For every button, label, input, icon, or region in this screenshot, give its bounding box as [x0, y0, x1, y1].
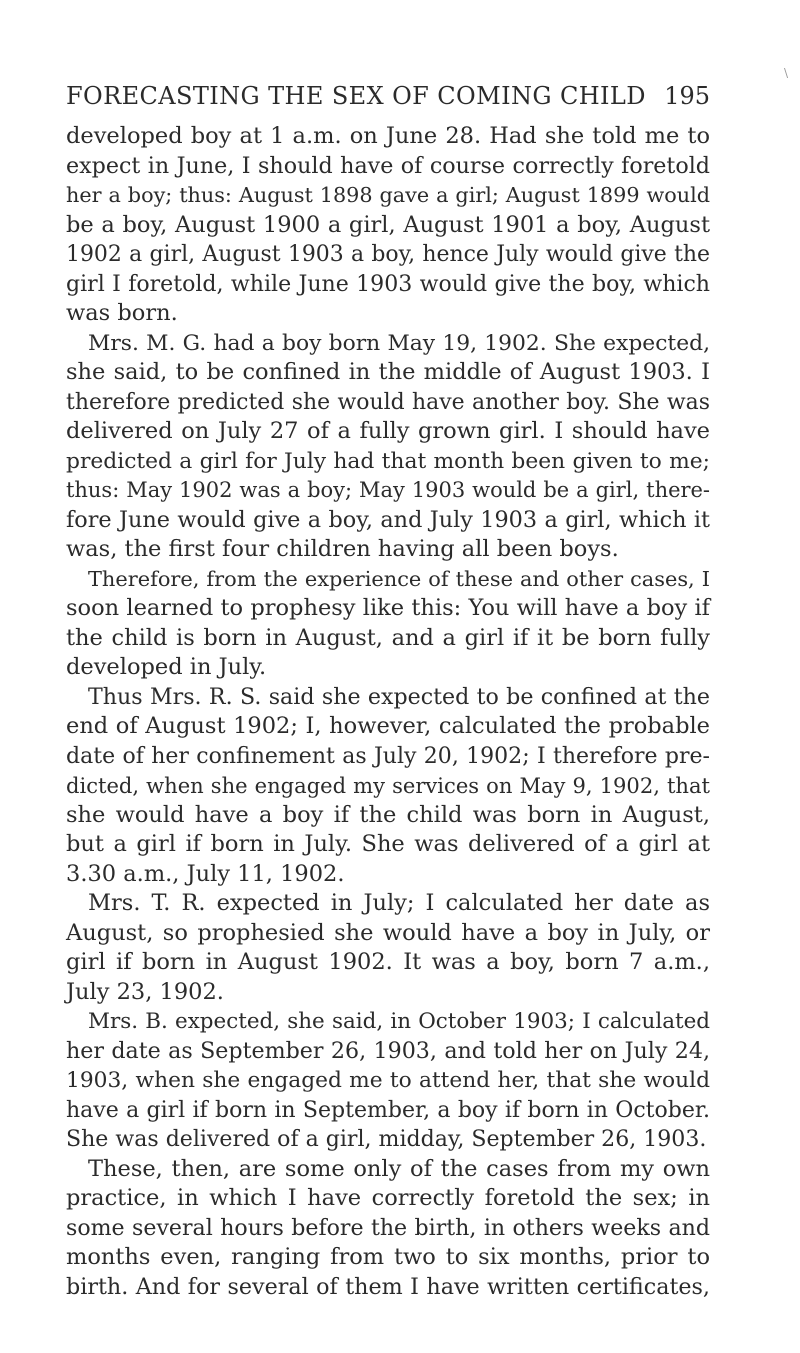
text-line: therefore predicted she would have another boy. She was — [66, 389, 710, 415]
text-line: her date as September 26, 1903, and told her on July 24, — [66, 1037, 710, 1064]
body-text — [66, 122, 710, 1302]
text-line: Thus Mrs. R. S. said she expected to be confined at the — [88, 683, 710, 710]
corner-mark: \ — [783, 66, 788, 80]
text-line: have a girl if born in September, a boy if born in October. — [66, 1097, 710, 1123]
text-line: but a girl if born in July. She was delivered of a girl at — [66, 831, 710, 857]
text-line: developed boy at 1 a.m. on June 28. Had she told me to — [66, 123, 710, 149]
text-line: practice, in which I have correctly foretold the sex; in — [66, 1185, 710, 1211]
text-line: girl if born in August 1902. It was a boy, born 7 a.m., — [66, 949, 710, 975]
text-line: fore June would give a boy, and July 1903 a girl, which it — [66, 506, 710, 533]
text-line: be a boy, August 1900 a girl, August 1901 a boy, August — [66, 211, 710, 238]
text-line: She was delivered of a girl, midday, September 26, 1903. — [66, 1127, 707, 1152]
running-title: FORECASTING THE SEX OF COMING CHILD — [66, 82, 646, 110]
text-line: she would have a boy if the child was born in August, — [66, 801, 710, 828]
text-line: birth. And for several of them I have written certificates, — [66, 1273, 710, 1300]
page-number: 195 — [664, 82, 710, 110]
text-line: was born. — [66, 300, 178, 326]
text-line: her a boy; thus: August 1898 gave a girl; August 1899 would — [66, 183, 710, 207]
text-line: Mrs. B. expected, she said, in October 1903; I calculated — [88, 1009, 710, 1034]
text-line: months even, ranging from two to six months, prior to — [66, 1244, 710, 1270]
text-line: August, so prophesied she would have a boy in July, or — [66, 919, 710, 946]
text-line: thus: May 1902 was a boy; May 1903 would be a girl, there- — [66, 478, 710, 502]
text-line: the child is born in August, and a girl if it be born fully — [66, 624, 710, 651]
text-line: Mrs. M. G. had a boy born May 19, 1902. She expected, — [88, 330, 710, 356]
text-line: soon learned to prophesy like this: You will have a boy if — [66, 595, 710, 621]
text-line: Mrs. T. R. expected in July; I calculated her date as — [88, 890, 710, 916]
text-line: predicted a girl for July had that month been given to me; — [66, 448, 710, 474]
text-line: 1903, when she engaged me to attend her, that she would — [66, 1068, 710, 1093]
text-line: These, then, are some only of the cases from my own — [88, 1155, 710, 1182]
text-line: developed in July. — [66, 654, 267, 680]
text-line: girl I foretold, while June 1903 would give the boy, which — [66, 271, 710, 297]
text-line: Therefore, from the experience of these and other cases, I — [88, 566, 710, 591]
text-line: 1902 a girl, August 1903 a boy, hence July would give the — [66, 242, 710, 267]
text-line: end of August 1902; I, however, calculated the probable — [66, 713, 710, 739]
text-line: was, the first four children having all been boys. — [66, 536, 619, 562]
page-header — [66, 80, 710, 112]
text-line: she said, to be confined in the middle of August 1903. I — [66, 359, 710, 385]
text-line: some several hours before the birth, in others weeks and — [66, 1214, 710, 1241]
text-line: dicted, when she engaged my services on May 9, 1902, that — [66, 773, 710, 798]
text-line: July 23, 1902. — [66, 978, 224, 1005]
text-line: date of her confinement as July 20, 1902; I therefore pre- — [66, 743, 710, 769]
text-line: delivered on July 27 of a fully grown girl. I should have — [66, 418, 710, 444]
text-line: expect in June, I should have of course correctly foretold — [66, 152, 710, 179]
text-line: 3.30 a.m., July 11, 1902. — [66, 860, 345, 887]
